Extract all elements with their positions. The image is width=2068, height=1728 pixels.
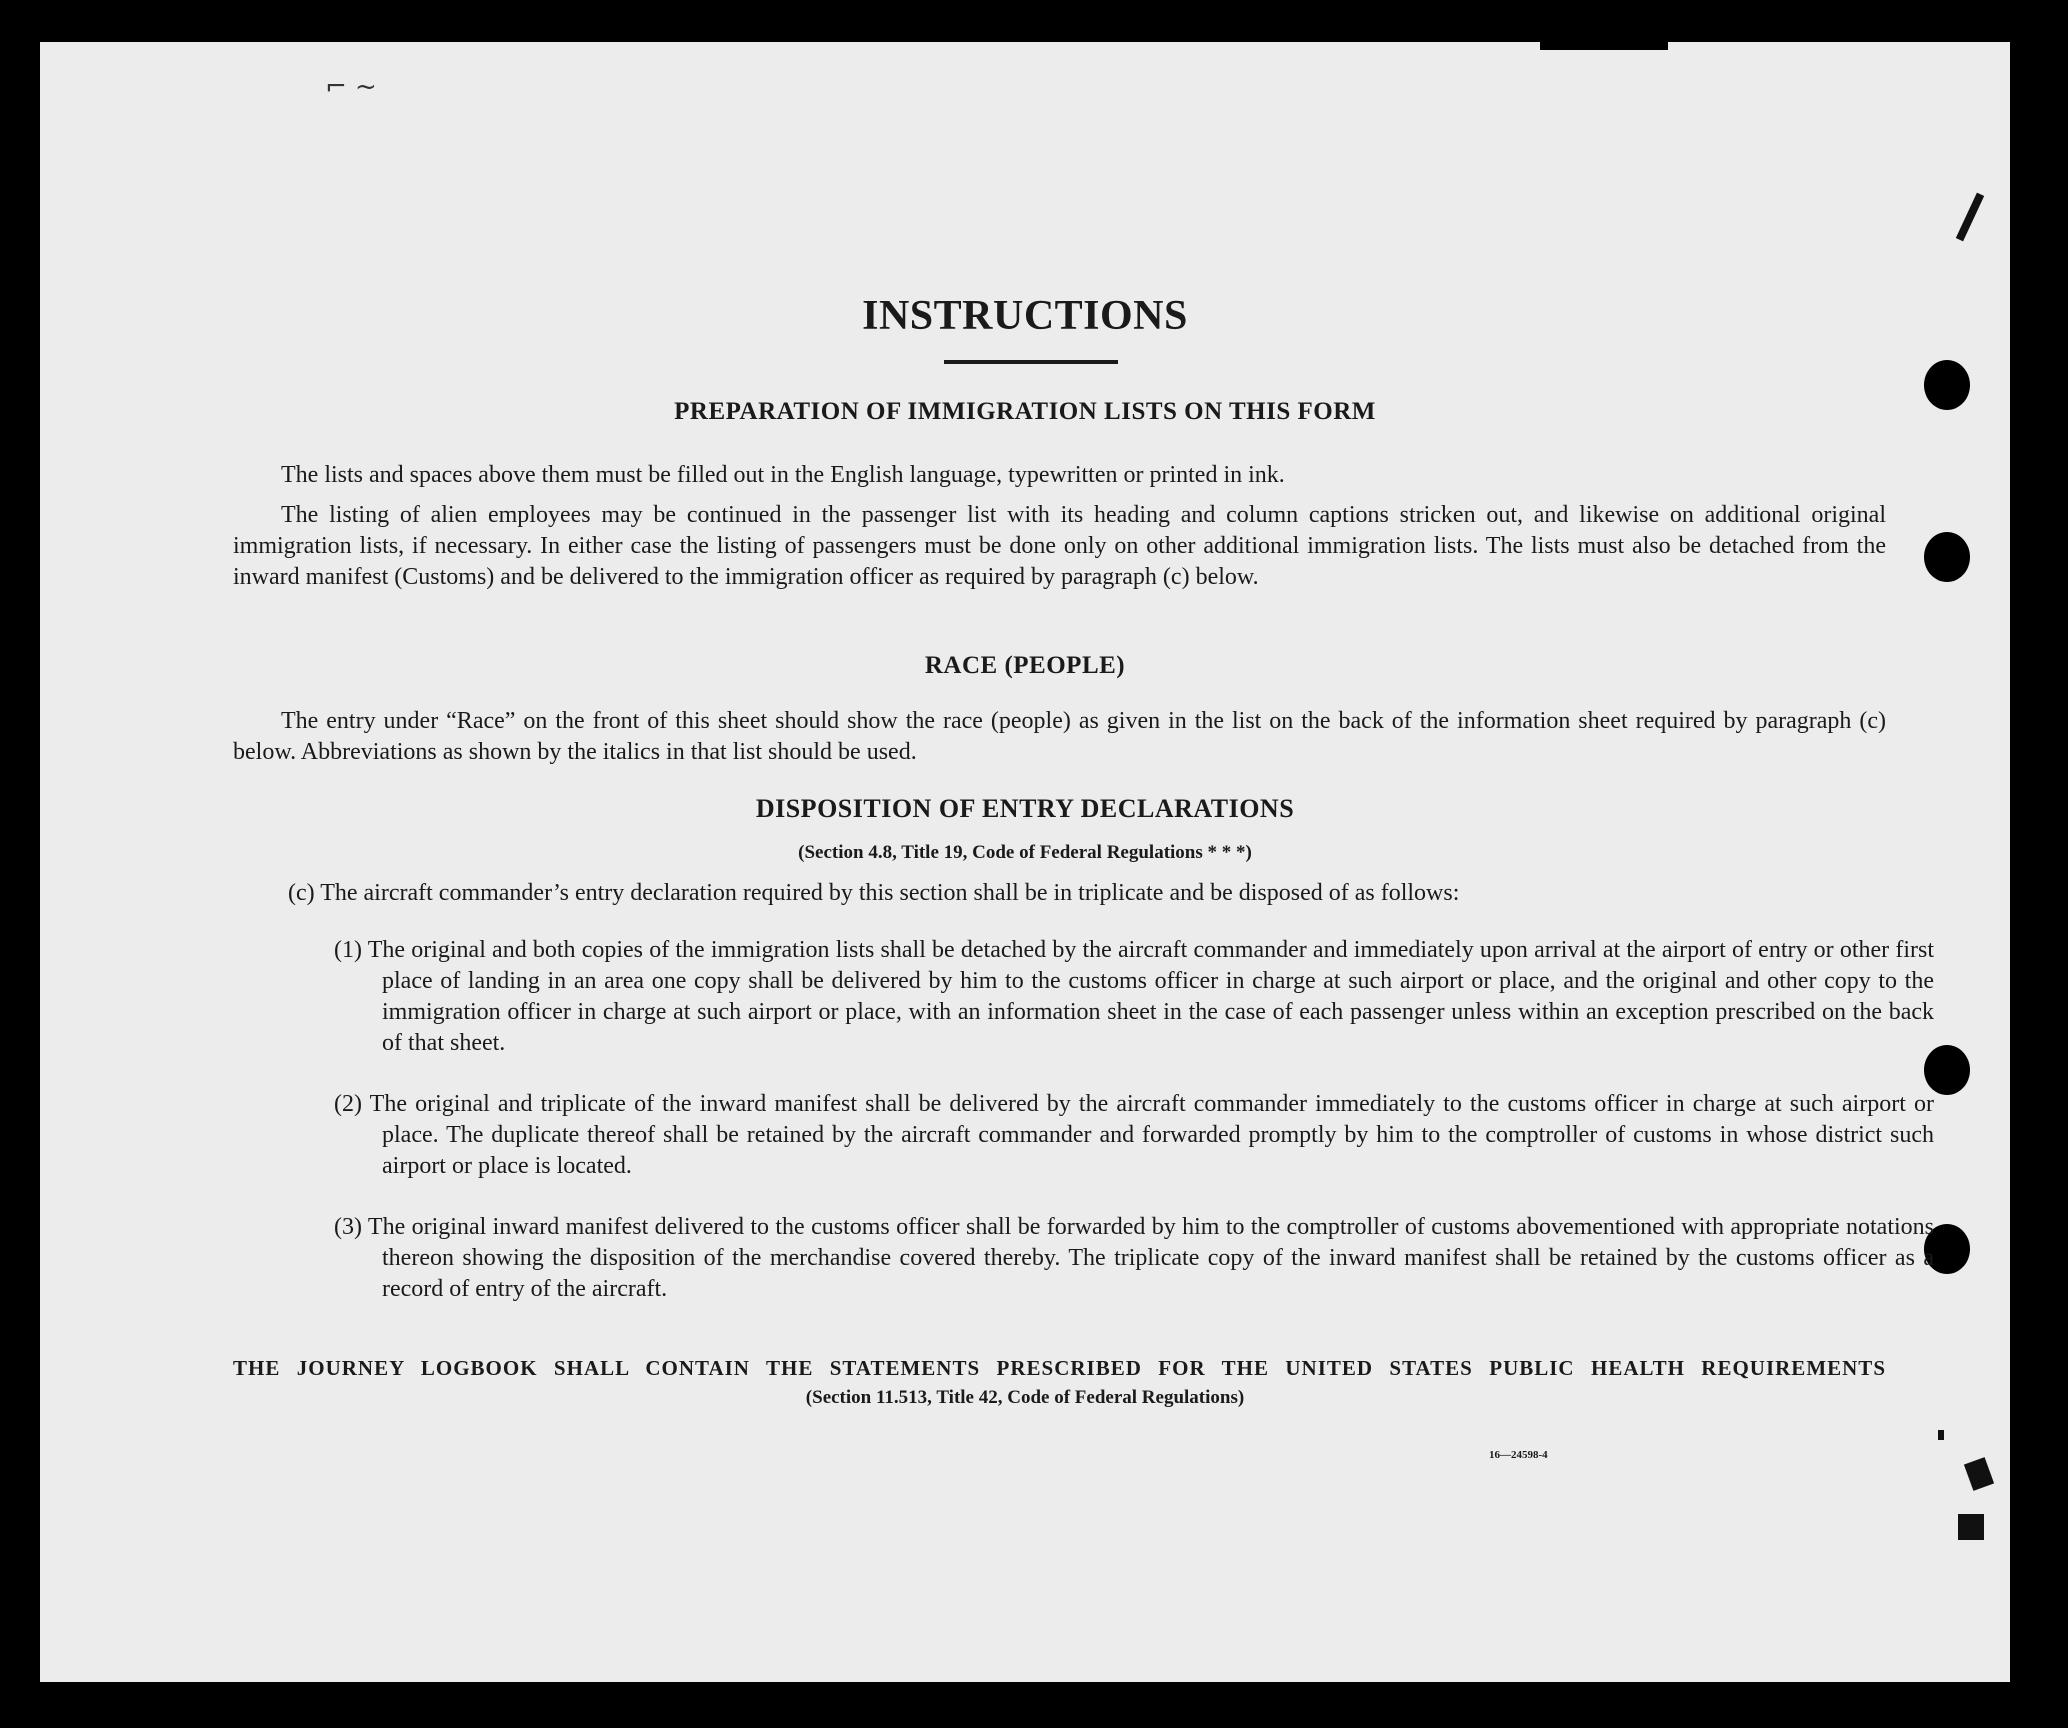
disposition-intro: (c) The aircraft commander’s entry declaration required by this section shall be in triplicate and be disposed of as follows: [288, 880, 1460, 906]
paragraph: The entry under “Race” on the front of this sheet should show the race (people) as given in the list on the back of the information sheet required by paragraph (c) below. Abbreviations as shown by the italics in that list should be used. [233, 708, 1886, 765]
page-title: INSTRUCTIONS [862, 293, 1188, 339]
section-heading-preparation: PREPARATION OF IMMIGRATION LISTS ON THIS FORM [674, 398, 1376, 425]
pen-mark: ⌐ ~ [325, 72, 377, 102]
section-heading-race: RACE (PEOPLE) [924, 652, 1126, 679]
title-underline [944, 360, 1118, 364]
footer-statement: THE JOURNEY LOGBOOK SHALL CONTAIN THE STATEMENTS PRESCRIBED FOR THE UNITED STATES PUBLIC HEALTH REQUIREMENTS [233, 1356, 1886, 1380]
form-number: 16—24598-4 [1489, 1449, 1548, 1461]
footer-citation: (Section 11.513, Title 42, Code of Federal Regulations) [805, 1387, 1245, 1408]
paragraph: The listing of alien employees may be continued in the passenger list with its heading and column captions stricken out, and likewise on additional original immigration lists, if necessary. In either case the listing of passengers must be done only on other additional immigration lists. The lists must also be detached from the inward manifest (Customs) and be delivered to the immigration officer as required by paragraph (c) below. [233, 502, 1886, 590]
paragraph: The lists and spaces above them must be filled out in the English language, typewritten or printed in ink. [281, 462, 1285, 488]
preparation-text [233, 460, 1886, 593]
document-page [40, 42, 2010, 1682]
list-item: (2) The original and triplicate of the inward manifest shall be delivered by the aircraft commander immediately to the customs officer in charge at such airport or place. The duplicate thereof shall be retained by the aircraft commander and forwarded promptly by him to the comptroller of customs in whose district such airport or place is located. [334, 1091, 1934, 1179]
section-heading-disposition: DISPOSITION OF ENTRY DECLARATIONS [755, 794, 1295, 823]
list-item: (1) The original and both copies of the immigration lists shall be detached by the aircraft commander and immediately upon arrival at the airport of entry or other first place of landing in an area one copy shall be delivered by him to the customs officer in charge at such airport or place, and the original and other copy to the immigration officer in charge at such airport or place, with an information sheet in the case of each passenger unless within an exception prescribed on the back of that sheet. [334, 937, 1934, 1056]
list-item: (3) The original inward manifest delivered to the customs officer shall be forwarded by him to the comptroller of customs abovementioned with appropriate notations thereon showing the disposition of the merchandise covered thereby. The triplicate copy of the inward manifest shall be retained by the customs officer as a record of entry of the aircraft. [334, 1214, 1934, 1302]
instructions-content [40, 42, 2010, 1682]
section-citation: (Section 4.8, Title 19, Code of Federal Regulations * * *) [798, 842, 1252, 863]
race-text [233, 706, 1886, 768]
